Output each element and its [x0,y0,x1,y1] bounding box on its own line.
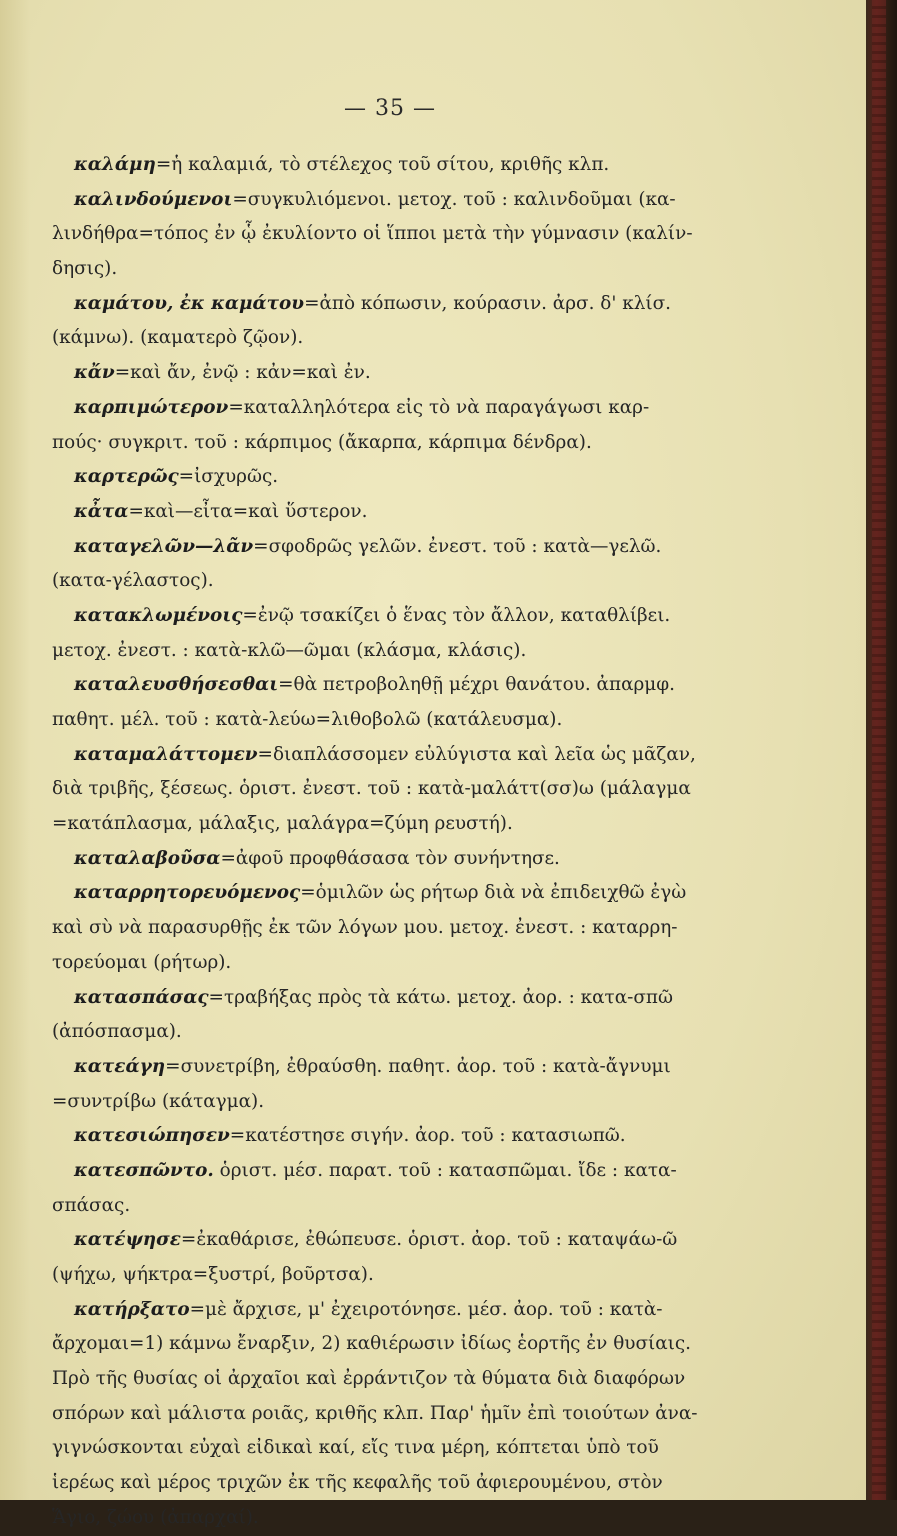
entry-definition-text: Ἅγιο, ζώου (ἀπαρχαί). [52,1506,259,1528]
entry-definition-text: =συνετρίβη, ἐθραύσθη. παθητ. ἀορ. τοῦ : κατὰ-ἄγνυμι [165,1055,671,1077]
entry-headword: καρτερῶς [74,466,179,488]
entry-definition-text: διὰ τριβῆς, ξέσεως. ὁριστ. ἐνεστ. τοῦ : κατὰ-μαλάττ(σσ)ω (μάλαγμα [52,778,691,800]
continuation-line [52,1327,782,1362]
entry-definition-text: τορεύομαι (ρήτωρ). [52,951,232,973]
entry-definition-text: ὁριστ. μέσ. παρατ. τοῦ : κατασπῶμαι. ἴδε : κατα- [213,1159,677,1181]
entry-definition-text: μετοχ. ἐνεστ. : κατὰ-κλῶ—ῶμαι (κλάσμα, κλάσις). [52,639,527,661]
entry-headword: καταρρητορευόμενος [74,882,301,904]
continuation-line [52,217,782,252]
continuation-line [52,426,782,461]
entry-definition-text: πούς· συγκριτ. τοῦ : κάρπιμος (ἄκαρπα, κάρπιμα δένδρα). [52,431,592,453]
entry-line [52,876,782,911]
entry-line [52,391,782,426]
continuation-line [52,1466,782,1501]
entry-line [52,1293,782,1328]
entry-definition-text: =ἐκαθάρισε, ἐθώπευσε. ὁριστ. ἀορ. τοῦ : καταψάω-ῶ [180,1229,678,1251]
entry-line [52,981,782,1016]
entry-line [52,530,782,565]
entry-headword: καμάτου, ἐκ καμάτου [74,292,305,314]
entry-definition-text: =καὶ ἄν, ἐνῷ : κἀν=καὶ ἐν. [114,362,371,384]
entry-definition-text: ἄρχομαι=1) κάμνω ἔναρξιν, 2) καθιέρωσιν ἰδίως ἑορτῆς ἐν θυσίαις. [52,1333,691,1355]
entry-line [52,668,782,703]
entry-definition-text: (κάμνω). (καματερὸ ζῷον). [52,327,304,349]
entry-definition-text: =καὶ—εἶτα=καὶ ὕστερον. [128,500,368,522]
entry-definition-text: =θὰ πετροβοληθῇ μέχρι θανάτου. ἀπαρμφ. [278,674,675,696]
entry-headword: καταμαλάττομεν [74,743,258,765]
continuation-line [52,1397,782,1432]
entry-definition-text: (ψήχω, ψήκτρα=ξυστρί, βοῦρτσα). [52,1264,374,1285]
entry-line [52,1223,782,1258]
continuation-line [52,1085,782,1120]
continuation-line [52,772,782,807]
entry-definition-text: =διαπλάσσομεν εὐλύγιστα καὶ λεῖα ὡς μᾶζαν, [257,743,696,765]
entry-definition-text: =κατάπλασμα, μάλαξις, μαλάγρα=ζύμη ρευστή). [52,813,513,835]
entry-definition-text: παθητ. μέλ. τοῦ : κατὰ-λεύω=λιθοβολῶ (κατάλευσμα). [52,709,563,730]
continuation-line [52,564,782,599]
entry-line [52,599,782,634]
entry-line [52,1154,782,1189]
entry-definition-text: σπάσας. [52,1194,131,1216]
entry-definition-text: γιγνώσκονται εὐχαὶ εἰδικαὶ καί, εἴς τινα μέρη, κόπτεται ὑπὸ τοῦ [52,1437,659,1459]
entry-headword: κατεσπῶντο. [74,1159,214,1181]
entry-definition-text: =καταλληλότερα εἰς τὸ νὰ παραγάγωσι καρ- [228,396,650,418]
entry-definition-text: (κατα-γέλαστος). [52,570,214,592]
entry-headword: κατήρξατο [74,1298,190,1320]
dictionary-text-block [52,148,782,1536]
entry-headword: κατέψησε [74,1229,181,1251]
continuation-line [52,321,782,356]
entry-line [52,495,782,530]
continuation-line [52,252,782,287]
continuation-line [52,1362,782,1397]
continuation-line [52,911,782,946]
entry-definition-text: =ἐνῷ τσακίζει ὁ ἕνας τὸν ἄλλον, καταθλίβει. [242,604,671,626]
entry-headword: κἆτα [74,500,129,522]
entry-definition-text: =συντρίβω (κάταγμα). [52,1090,265,1112]
entry-line [52,738,782,773]
continuation-line [52,946,782,981]
entry-headword: καταλαβοῦσα [74,847,221,869]
continuation-line [52,1189,782,1224]
continuation-line [52,1501,782,1536]
entry-headword: κατακλωμένοις [74,604,243,626]
entry-definition-text: =ἰσχυρῶς. [178,466,279,488]
entry-headword: καρπιμώτερον [74,396,229,418]
entry-definition-text: =τραβήξας πρὸς τὰ κάτω. μετοχ. ἀορ. : κατα-σπῶ [208,986,673,1008]
entry-line [52,842,782,877]
entry-headword: καλινδούμενοι [74,188,233,210]
page-number: — 35 — [344,96,436,121]
entry-headword: κατασπάσας [74,986,209,1008]
entry-definition-text: =ὁμιλῶν ὡς ρήτωρ διὰ νὰ ἐπιδειχθῶ ἐγὼ [300,882,687,904]
entry-line [52,183,782,218]
entry-headword: καλάμη [74,154,156,175]
entry-line [52,1119,782,1154]
continuation-line [52,703,782,738]
entry-definition-text: (ἀπόσπασμα). [52,1021,182,1043]
page-edge-shading [0,0,30,1500]
entry-line [52,1050,782,1085]
entry-definition-text: =συγκυλιόμενοι. μετοχ. τοῦ : καλινδοῦμαι (κα- [232,188,676,210]
entry-definition-text: =ἀπὸ κόπωσιν, κούρασιν. ἀρσ. δ' κλίσ. [304,292,672,314]
continuation-line [52,1015,782,1050]
continuation-line [52,807,782,842]
entry-headword: καταγελῶν—λᾶν [74,535,254,557]
entry-line [52,148,782,183]
entry-definition-text: σπόρων καὶ μάλιστα ροιᾶς, κριθῆς κλπ. Παρ' ἡμῖν ἐπὶ τοιούτων ἀνα- [52,1402,698,1424]
entry-headword: κἄν [74,362,115,384]
entry-headword: καταλευσθήσεσθαι [74,674,279,696]
entry-definition-text: =μὲ ἄρχισε, μ' ἐχειροτόνησε. μέσ. ἀορ. τοῦ : κατὰ- [189,1298,663,1320]
entry-line [52,287,782,322]
continuation-line [52,634,782,669]
entry-line [52,356,782,391]
entry-definition-text: =ἡ καλαμιά, τὸ στέλεχος τοῦ σίτου, κριθῆς κλπ. [155,154,610,175]
continuation-line [52,1431,782,1466]
entry-line [52,460,782,495]
continuation-line [52,1258,782,1293]
entry-definition-text: λινδήθρα=τόπος ἐν ᾧ ἐκυλίοντο οἱ ἵπποι μετὰ τὴν γύμνασιν (καλίν- [52,223,693,245]
entry-definition-text: =σφοδρῶς γελῶν. ἐνεστ. τοῦ : κατὰ—γελῶ. [253,535,662,557]
entry-definition-text: ἱερέως καὶ μέρος τριχῶν ἐκ τῆς κεφαλῆς τοῦ ἀφιερουμένου, στὸν [52,1472,663,1494]
entry-headword: κατεάγη [74,1055,166,1077]
entry-definition-text: καὶ σὺ νὰ παρασυρθῇς ἐκ τῶν λόγων μου. μετοχ. ἐνεστ. : καταρρη- [52,917,678,939]
entry-definition-text: =κατέστησε σιγήν. ἀορ. τοῦ : κατασιωπῶ. [229,1125,626,1147]
entry-definition-text: Πρὸ τῆς θυσίας οἱ ἀρχαῖοι καὶ ἐρράντιζον τὰ θύματα διὰ διαφόρων [52,1368,686,1390]
spine-cloth-texture [872,0,886,1500]
entry-definition-text: =ἀφοῦ προφθάσασα τὸν συνήντησε. [220,847,560,869]
entry-headword: κατεσιώπησεν [74,1125,230,1147]
entry-definition-text: δησις). [52,258,118,280]
